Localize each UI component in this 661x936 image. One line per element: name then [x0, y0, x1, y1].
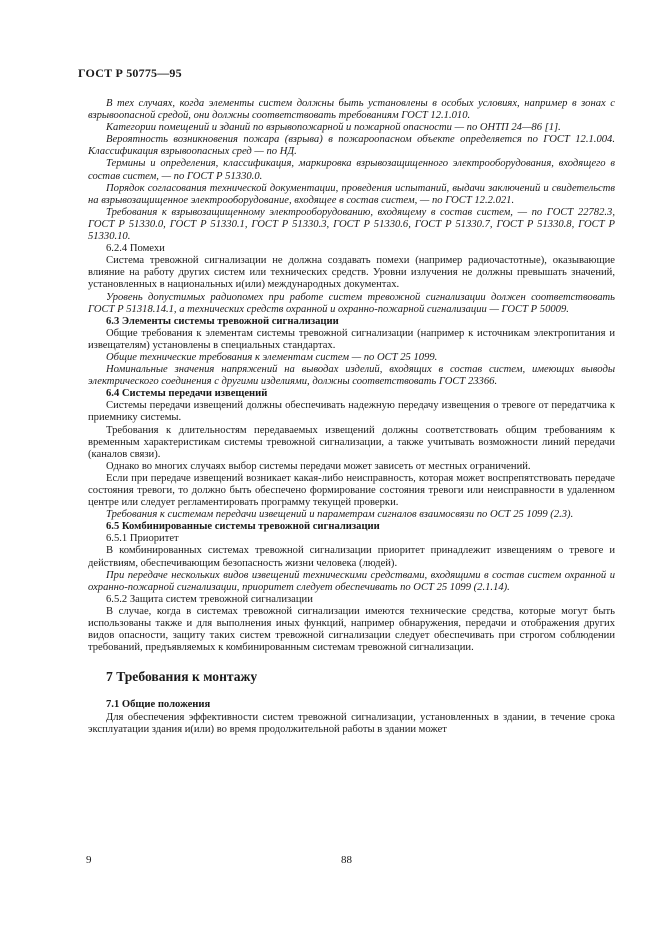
paragraph: В комбинированных системах тревожной сигнализации приоритет принадлежит извещениям о тревоге и действиям, обеспечивающим безопасность жизни человека (людей).: [88, 545, 615, 569]
paragraph: Системы передачи извещений должны обеспечивать надежную передачу извещения о тревоге от передатчика к приемнику системы.: [88, 400, 615, 424]
paragraph: При передаче нескольких видов извещений техническими средствами, входящими в состав систем охранной и охранно-пожарной сигнализации, приоритет следует обеспечивать по ОСТ 25 1099 (2.1.14).: [88, 569, 615, 593]
section-heading: 6.5 Комбинированные системы тревожной сигнализации: [106, 521, 380, 533]
paragraph: Требования к взрывозащищенному электрооборудованию, входящему в состав систем, — по ГОСТ 22782.3, ГОСТ Р 51330.0, ГОСТ Р 51330.1, ГОСТ Р 51330.3, ГОСТ Р 51330.6, ГОСТ Р 51330.7, ГОСТ Р 51330.8, ГОСТ Р 51330.10.: [88, 206, 615, 243]
paragraph: Требования к длительностям передаваемых извещений должны соответствовать общим требованиям к временным характеристикам системы тревожной сигнализации, а также учитывать возможности линий передачи (каналов связи).: [88, 424, 615, 460]
paragraph: Общие требования к элементам системы тревожной сигнализации (например к источникам электропитания и извещателям) установлены в специальных стандартах.: [88, 327, 615, 351]
paragraph: 6.2.4 Помехи: [106, 243, 165, 255]
paragraph: Термины и определения, классификация, маркировка взрывозащищенного электрооборудования, входящего в состав систем, — по ГОСТ Р 51330.0.: [88, 158, 615, 182]
paragraph: Если при передаче извещений возникает какая-либо неисправность, которая может воспрепятствовать передаче состояния тревоги, то должно быть обеспечено формирование состояния тревоги или неисправности в удаленном центре или следует регламентировать программу текущей проверки.: [88, 472, 615, 509]
paragraph: Порядок согласования технической документации, проведения испытаний, выдачи заключений и свидетельств на взрывозащищенное электрооборудование, входящее в состав систем, — по ГОСТ 12.2.021.: [88, 182, 615, 206]
section-7-1-heading: 7.1 Общие положения: [106, 699, 211, 711]
paragraph: Вероятность возникновения пожара (взрыва) в пожароопасном объекте определяется по ГОСТ 12.1.004. Классификация взрывоопасных сред — по НД.: [88, 134, 615, 158]
paragraph: Уровень допустимых радиопомех при работе систем тревожной сигнализации должен соответствовать ГОСТ Р 51318.14.1, а технических средств охранной и охранно-пожарной сигнализации — ГОСТ Р 50009.: [88, 291, 615, 315]
paragraph: Требования к системам передачи извещений и параметрам сигналов взаимосвязи по ОСТ 25 1099 (2.3).: [106, 509, 574, 521]
paragraph: 6.5.2 Защита систем тревожной сигнализации: [106, 593, 313, 605]
paragraph: Общие технические требования к элементам систем — по ОСТ 25 1099.: [106, 351, 438, 363]
page-number-center: 88: [341, 854, 352, 866]
paragraph: Номинальные значения напряжений на выводах изделий, входящих в состав систем, имеющих выводы электрического соединения с другими изделиями, должны соответствовать ГОСТ 23366.: [88, 364, 615, 388]
document-header: ГОСТ Р 50775—95: [78, 66, 182, 80]
section-heading: 6.3 Элементы системы тревожной сигнализации: [106, 315, 339, 327]
paragraph: Однако во многих случаях выбор системы передачи может зависеть от местных ограничений.: [106, 460, 531, 472]
paragraph: В случае, когда в системах тревожной сигнализации имеются технические средства, которые могут быть использованы также и для выполнения иных функций, например обнаружения, передачи и отображения других видов опасности, защиту таких систем тревожной сигнализации следует обеспечивать при строгом соблюдении требований, предъявляемых к комбинированным системам тревожной сигнализации.: [88, 605, 615, 654]
section-heading: 6.4 Системы передачи извещений: [106, 388, 268, 400]
page-number-left: 9: [86, 854, 92, 866]
paragraph: 6.5.1 Приоритет: [106, 533, 179, 545]
section-7-1-text: Для обеспечения эффективности систем тревожной сигнализации, установленных в здании, в течение срока эксплуатации здания и(или) во время продолжительной работы в здании может: [88, 711, 615, 735]
paragraph-list: [88, 98, 615, 654]
document-body: [88, 98, 615, 736]
paragraph: Система тревожной сигнализации не должна создавать помехи (например радиочастотные), оказывающие влияние на работу других систем или технических средств. Уровни излучения не должны превышать значений, установленных в национальных и(или) международных документах.: [88, 255, 615, 291]
paragraph: В тех случаях, когда элементы систем должны быть установлены в особых условиях, например в зонах с взрывоопасной средой, они должны соответствовать требованиям ГОСТ 12.1.010.: [88, 98, 615, 122]
section-7-title: 7 Требования к монтажу: [106, 669, 258, 685]
paragraph: Категории помещений и зданий по взрывопожарной и пожарной опасности — по ОНТП 24—86 [1].: [106, 122, 561, 134]
